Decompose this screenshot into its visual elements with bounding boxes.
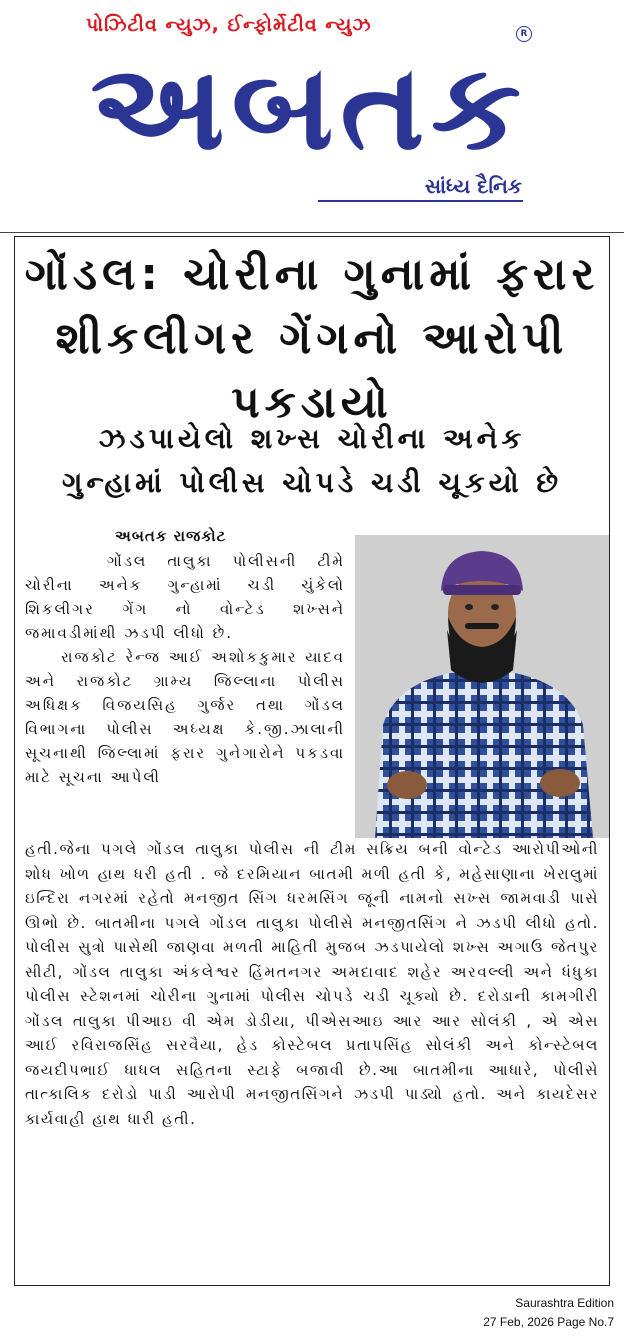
registered-trademark-icon: R — [516, 26, 532, 42]
subhead-line-2: ગુન્હામાં પોલીસ ચોપડે ચડી ચૂકયો છે — [61, 466, 563, 499]
paragraph-3: હતી.જેના પગલે ગોંડલ તાલુકા પોલીસ ની ટીમ સક્રિય બની વોન્ટેડ આરોપીઓની શોધ ખોળ હાથ ધરી હતી . જે દરમિયાન બાતમી મળી હતી કે, મહેસાણાના ખેરાલુમાં ઇન્દિરા નગરમાં રહેતો મનજીત સિંગ ધરમસિંગ જૂની નામનો સખ્સ જામવાડી પાસે ઊભો છે. બાતમીના પગલે ગોંડલ તાલુકા પોલીસે મનજીતસિંગ ને ઝડપી લીધો હતો. પોલીસ સુત્રો પાસેથી જાણવા મળતી માહિતી મુજબ ઝડપાયેલો શખ્સ અગાઉ જેતપુર સીટી, ગોંડલ તાલુકા અંકલેશ્વર હિંમતનગર અમદાવાદ શહેર અરવલ્લી અને ધંધુકા પોલીસ સ્ટેશનમાં ચોરીના ગુનામાં પોલીસ ચોપડે ચડી ચૂક્યો છે. દરોડાની કામગીરી ગોંડલ તાલુકા પીઆઇ વી એમ ડોડીયા, પીએસઆઇ આર આર સોલંકી , એ એસ આઈ રવિરાજસિંહ સરવૈયા, હેડ કોસ્ટેબલ પ્રતાપસિંહ સોલંકી અને કોન્સ્ટેબલ જયદીપભાઈ ધાધલ સહિતના સ્ટાફે બજાવી છે.આ બાતમીના આધારે, પોલીસે તાત્કાલિક દરોડો પાડી આરોપી મનજીતસિંગને ઝડપી પાડ્યો હતો. અને કાયદેસર કાર્યવાહી હાથ ધારી હતી. — [25, 840, 599, 1128]
paragraph-1: ગોંડલ તાલુકા પોલીસની ટીમે ચોરીના અનેક ગુન્હામાં ચડી ચુંકેલો શિકલીગર ગેંગ નો વોન્ટેડ શખ્સને જમાવડીમાંથી ઝડપી લીધો છે. — [25, 552, 345, 642]
article-subheadline — [15, 417, 609, 505]
masthead — [0, 0, 624, 232]
article-headline — [15, 243, 609, 435]
newspaper-logo: અબતક — [90, 38, 528, 176]
subtitle-underline — [318, 200, 523, 202]
masthead-tagline: પોઝિટીવ ન્યુઝ, ઈન્ફોર્મેટીવ ન્યુઝ — [86, 14, 372, 36]
paragraph-2: રાજકોટ રેન્જ આઈ અશોકકુમાર યાદવ અને રાજકોટ ગ્રામ્ય જિલ્લાના પોલીસ અધિક્ષક વિજયસિહ ગુર્જર તથા ગોંડલ વિભાગના પોલીસ અધ્યક્ષ કે.જી.ઝાલાની સૂચનાથી જિલ્લામાં ફરાર ગુનેગારોને પકડવા માટે સૂચના આપેલી — [25, 648, 345, 786]
subhead-line-1: ઝડપાયેલો શખ્સ ચોરીના અનેક — [98, 422, 526, 455]
accused-photo — [355, 535, 609, 838]
accused-photo-image — [355, 535, 609, 838]
masthead-subtitle: સાંધ્ય દૈનિક — [424, 174, 522, 198]
headline-line-2: શીકલીગર ગેંગનો આરોપી પકડાયો — [55, 313, 569, 428]
masthead-divider — [0, 232, 624, 233]
edition-name: Saurashtra Edition — [515, 1296, 614, 1310]
edition-info — [483, 1294, 614, 1332]
article-body-column — [25, 549, 345, 789]
article-byline: અબતક રાજકોટ — [115, 527, 227, 545]
news-article — [14, 236, 610, 1286]
headline-line-1: ગોંડલ: ચોરીના ગુનામાં ફરાર — [24, 249, 600, 300]
article-body-full-width — [25, 837, 599, 1131]
edition-date-page: 27 Feb, 2026 Page No.7 — [483, 1315, 614, 1329]
